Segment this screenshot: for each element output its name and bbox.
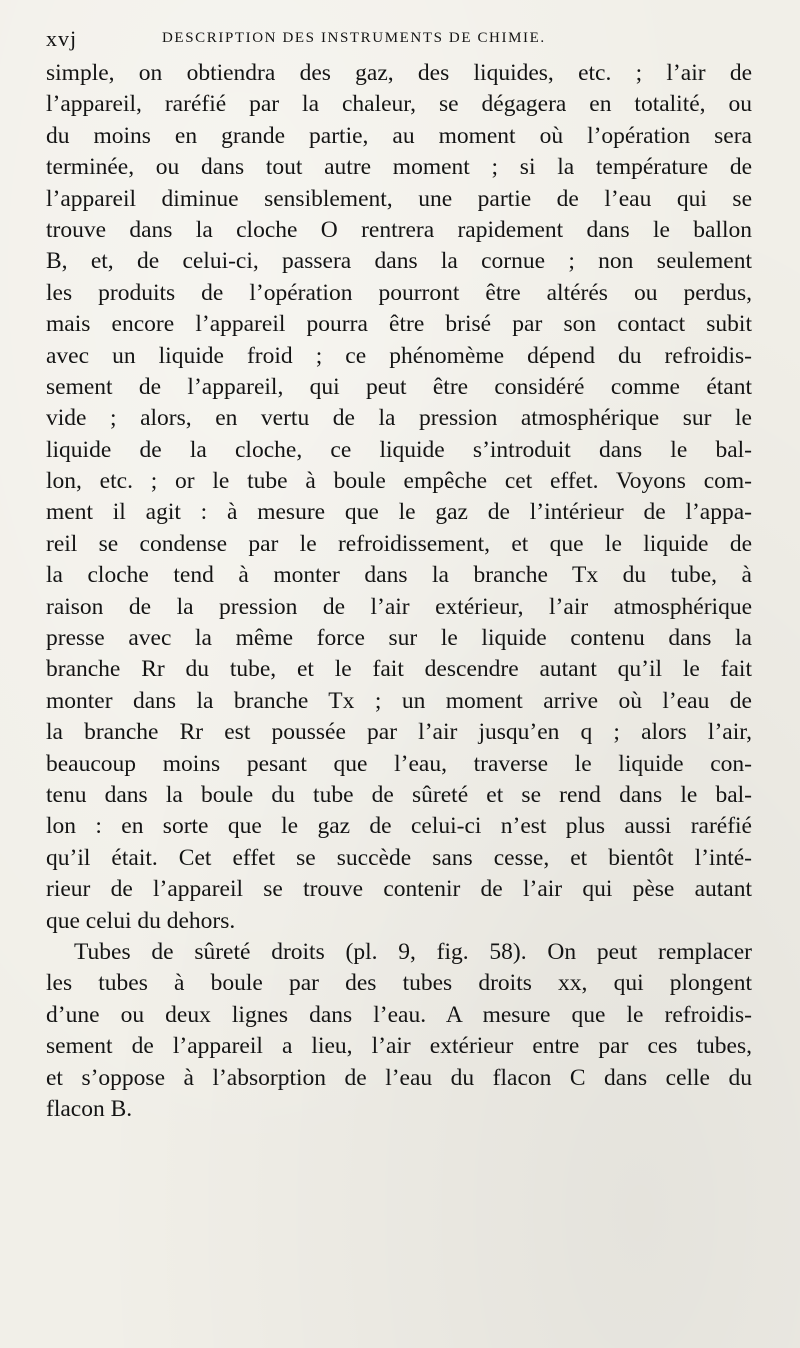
text-line: du moins en grande partie, au moment où l’opération sera <box>46 122 752 149</box>
text-line: terminée, ou dans tout autre moment ; si la température de <box>46 154 752 181</box>
text-line: que celui du dehors. <box>46 907 236 934</box>
text-line: raison de la pression de l’air extérieur, l’air atmosphérique <box>46 593 752 620</box>
text-line: rieur de l’appareil se trouve contenir de l’air qui pèse autant <box>46 876 752 903</box>
text-line: avec un liquide froid ; ce phénomème dépend du refroidis- <box>46 342 752 369</box>
text-line: mais encore l’appareil pourra être brisé par son contact subit <box>46 311 752 338</box>
paragraph-1 <box>46 58 752 937</box>
text-line: vide ; alors, en vertu de la pression atmosphérique sur le <box>46 405 752 432</box>
text-line: liquide de la cloche, ce liquide s’introduit dans le bal- <box>46 436 752 463</box>
page-number: xvj <box>46 26 78 51</box>
text-line: Tubes de sûreté droits (pl. 9, fig. 58). On peut remplacer <box>74 938 752 965</box>
running-title: DESCRIPTION DES INSTRUMENTS DE CHIMIE. <box>162 30 546 46</box>
text-line: lon : en sorte que le gaz de celui-ci n’est plus aussi raréfié <box>46 813 752 840</box>
text-line: l’appareil, raréfié par la chaleur, se dégagera en totalité, ou <box>46 91 752 118</box>
text-line: sement de l’appareil a lieu, l’air extérieur entre par ces tubes, <box>46 1033 752 1060</box>
page-header <box>46 26 746 50</box>
text-line: presse avec la même force sur le liquide contenu dans la <box>46 625 752 652</box>
text-line: monter dans la branche Tx ; un moment arrive où l’eau de <box>46 687 752 714</box>
text-line: les produits de l’opération pourront être altérés ou perdus, <box>46 279 752 306</box>
text-line: beaucoup moins pesant que l’eau, traverse le liquide con- <box>46 750 752 777</box>
text-line: les tubes à boule par des tubes droits xx, qui plongent <box>46 970 752 997</box>
text-line: trouve dans la cloche O rentrera rapidement dans le ballon <box>46 216 752 243</box>
body-text <box>46 58 752 1125</box>
text-line: ment il agit : à mesure que le gaz de l’intérieur de l’appa- <box>46 499 752 526</box>
text-line: d’une ou deux lignes dans l’eau. A mesure que le refroidis- <box>46 1001 752 1028</box>
text-line: simple, on obtiendra des gaz, des liquides, etc. ; l’air de <box>46 60 752 86</box>
text-line: branche Rr du tube, et le fait descendre autant qu’il le fait <box>46 656 752 683</box>
text-line: reil se condense par le refroidissement, et que le liquide de <box>46 530 752 557</box>
text-line: et s’oppose à l’absorption de l’eau du flacon C dans celle du <box>46 1064 752 1091</box>
text-line: lon, etc. ; or le tube à boule empêche cet effet. Voyons com- <box>46 468 752 495</box>
text-line: qu’il était. Cet effet se succède sans cesse, et bientôt l’inté- <box>46 844 752 871</box>
text-line: la cloche tend à monter dans la branche Tx du tube, à <box>46 562 752 589</box>
text-line: flacon B. <box>46 1095 133 1122</box>
paragraph-2 <box>46 937 752 1125</box>
text-line: tenu dans la boule du tube de sûreté et se rend dans le bal- <box>46 781 752 808</box>
text-line: B, et, de celui-ci, passera dans la cornue ; non seulement <box>46 248 752 275</box>
text-line: la branche Rr est poussée par l’air jusqu’en q ; alors l’air, <box>46 719 752 746</box>
text-line: sement de l’appareil, qui peut être considéré comme étant <box>46 373 752 400</box>
text-line: l’appareil diminue sensiblement, une partie de l’eau qui se <box>46 185 752 212</box>
